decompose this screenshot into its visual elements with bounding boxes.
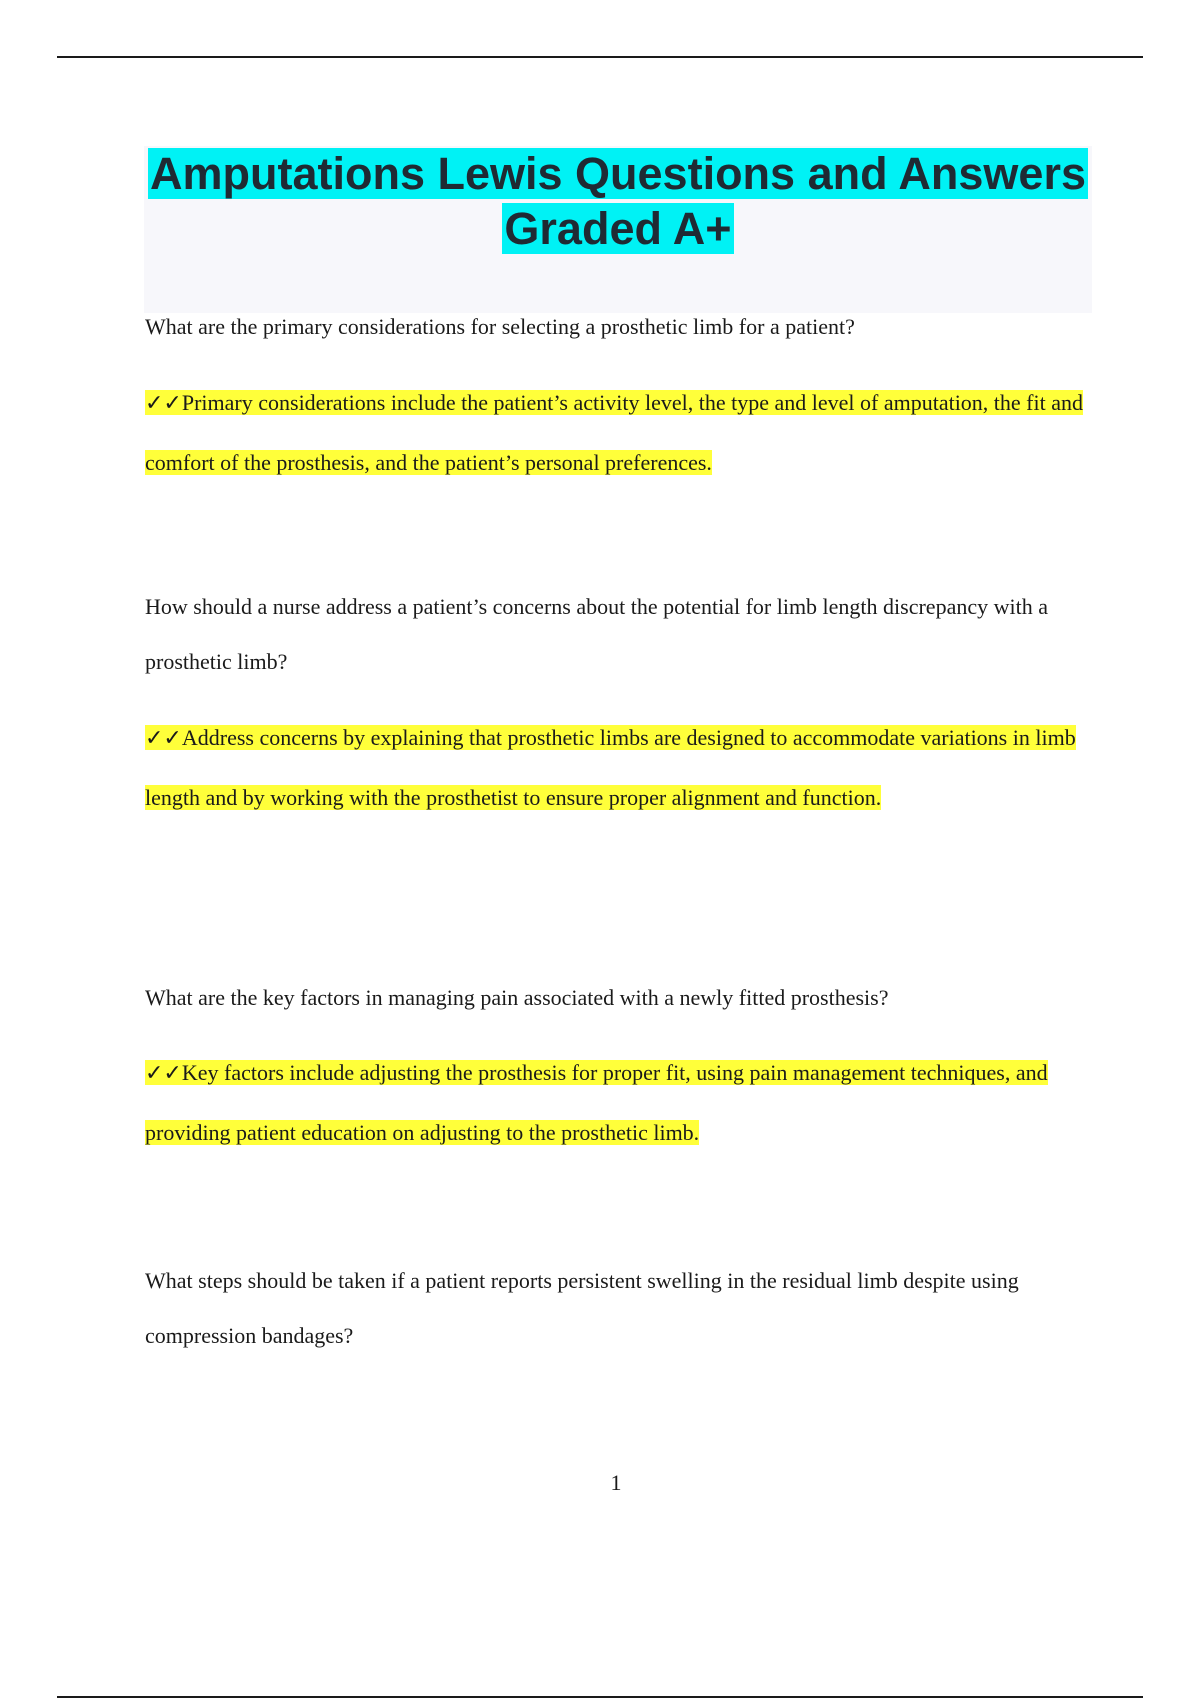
answer-2: ✓✓Address concerns by explaining that prosthetic limbs are designed to accommodate variations in limb length and by working with the prosthetist to ensure proper alignment and function.: [145, 725, 1076, 810]
answer-1: ✓✓Primary considerations include the patient’s activity level, the type and level of amputation, the fit and comfort of the prosthesis, and the patient’s personal preferences.: [145, 390, 1083, 475]
answer-3: ✓✓Key factors include adjusting the prosthesis for proper fit, using pain management techniques, and providing patient education on adjusting to the prosthetic limb.: [145, 1060, 1048, 1145]
page-number: 1: [610, 1470, 622, 1495]
question-4: What steps should be taken if a patient reports persistent swelling in the residual limb despite using compression bandages?: [145, 1268, 1019, 1348]
bottom-rule: [57, 1696, 1143, 1698]
question-2: How should a nurse address a patient’s concerns about the potential for limb length discrepancy with a prosthetic limb?: [145, 594, 1048, 674]
question-1: What are the primary considerations for selecting a prosthetic limb for a patient?: [145, 314, 855, 339]
document-title: Amputations Lewis Questions and Answers Graded A+: [150, 148, 1086, 254]
top-rule: [57, 56, 1143, 58]
question-3: What are the key factors in managing pain associated with a newly fitted prosthesis?: [145, 985, 889, 1010]
